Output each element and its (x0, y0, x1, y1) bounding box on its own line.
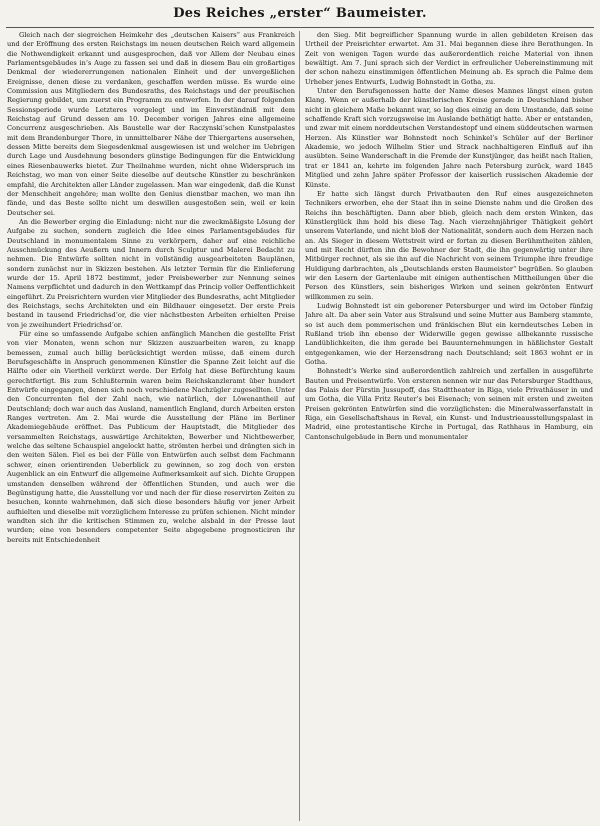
title-rule (6, 27, 594, 28)
column-divider (299, 31, 300, 821)
paragraph: den Sieg. Mit begreiflicher Spannung wurde in allen gebildeten Kreisen das Urtheil der Preisrichter erwartet. Am 31. Mai begannen diese ihre Berathungen. In Zeit von wenigen Tagen wurde das außerordentlich reiche Material von ihnen bewältigt. Am 7. Juni sprach sich der Verdict in erfreulicher Uebereinstimmung mit der schon nahezu einstimmigen öffentlichen Meinung ab. Es sprach die Palme dem Urheber jenes Entwurfs, Ludwig Bohnstedt in Gotha, zu. (305, 31, 593, 86)
paragraph: Unter den Berufsgenossen hatte der Name dieses Mannes längst einen guten Klang. Wenn er außerhalb der künstlerischen Kreise gerade in Deutschland bisher nicht in gleichem Maße bekannt war, so lag dies einzig an dem Umstande, daß seine schaffende Kraft sich vorzugsweise im Auslande bethätigt hatte. Aber er entstanden, und zwar mit einem norddeutschen Verstandestopf und einem süddeutschen warmen Herzen. Als Künstler war Bohnstedt noch Schinkel’s Schüler auf der Berliner Akademie, wo jedoch Wilhelm Stier und Strack nachhaltigeren Einfluß auf ihn ausübten. Seine Wanderschaft in die Fremde der Kunstjünger, das heißt nach Italien, trat er 1841 an, kehrte im folgenden Jahre nach Petersburg zurück, ward 1845 Mitglied und zehn Jahre später Professor der kaiserlich russischen Akademie der Künste. (305, 87, 593, 189)
paragraph: An die Bewerber erging die Einladung: nicht nur die zweckmäßigste Lösung der Aufgabe zu suchen, sondern zugleich die Idee eines Parlamentsgebäudes für Deutschland in monumentalem Sinne zu verkörpern, daher auf eine reichliche Ausschmückung des Aeußern und Innern durch Sculptur und Malerei Bedacht zu nehmen. Die Entwürfe sollten nicht in vollständig ausgearbeiteten Bauplänen, sondern zunächst nur in Skizzen bestehen. Als letzter Termin für die Einlieferung wurde der 15. April 1872 bestimmt, jeder Preisbewerber zur Nennung seines Namens verpflichtet und dadurch in den Wettkampf das Princip voller Oeffentlichkeit eingeführt. Zu Preisrichtern wurden vier Mitglieder des Bundesraths, acht Mitglieder des Reichstags, sechs Architekten und ein Bildhauer eingesetzt. Der erste Preis bestand in tausend Friedrichsd’or, die vier nächstbesten Arbeiten erhielten Preise von je zweihundert Friedrichsd’or. (7, 217, 295, 329)
article-title: Des Reiches „erster“ Baumeister. (173, 6, 427, 21)
paragraph: Er hatte sich längst durch Privatbauten den Ruf eines ausgezeichneten Technikers erworben, ehe der Staat ihn in seine Dienste nahm und die Großen des Reichs ihn beschäftigten. Dann aber blieb, gleich nach dem ersten Winken, das Künstlerglück ihm hold bis diese Tag. Nach vierzehnjähriger Thätigkeit gehört unserem Vaterlande, und nicht bloß der Nationalität, sondern auch dem Herzen nach an. Als Sieger in diesem Wettstreit wird er fortan zu diesen Berühmtheiten zählen, und mit Recht dürften ihn die Bewohner der Stadt, die ihn gegenwärtig unter ihre Mitbürger rechnet, als sie ihn auf die Nachricht von seinem Triumphe ihre freudige Huldigung darbrachten, als „Deutschlands ersten Baumeister“ begrüßen. So glauben wir den Lesern der Gartenlaube mit einigen authentischen Mittheilungen über die Person des Künstlers, sein bisheriges Wirken und seinen gekrönten Entwurf willkommen zu sein. (305, 189, 593, 301)
right-column (305, 31, 593, 821)
left-column (7, 31, 295, 821)
paragraph: Für eine so umfassende Aufgabe schien anfänglich Manchen die gestellte Frist von vier Monaten, wenn schon nur Skizzen auszuarbeiten waren, zu knapp bemessen, zumal auch billig berücksichtigt werden müsse, daß einem durch Berufsgeschäfte in Anspruch genommenen Künstler die Spanne Zeit leicht auf die Hälfte oder ein Viertheil verkürzt werde. Der Erfolg hat diese Befürchtung kaum gerechtfertigt. Bis zum Schlußtermin waren beim Reichskanzleramt über hundert Entwürfe eingegangen, denen sich noch verschiedene Nachzügler zugesellten. Unter den Concurrenten fiel der Zahl nach, wie natürlich, der Löwenantheil auf Deutschland; doch war auch das Ausland, namentlich England, durch Arbeiten ersten Ranges vertreten. Am 2. Mai wurde die Ausstellung der Pläne im Berliner Akademiegebäude eröffnet. Das Publicum der Hauptstadt, die Mitglieder des versammelten Reichstags, auswärtige Architekten, Bewerber und Nichtbewerber, welche das seltene Schauspiel angelockt hatte, strömten herbei und drängten sich in den weiten Sälen. Fiel es bei der Fülle von Entwürfen auch selbst dem Fachmann schwer, einen orientirenden Ueberblick zu gewinnen, so zog doch von ersten Augenblick an ein Entwurf die allgemeine Aufmerksamkeit auf sich. Dichte Gruppen umstanden denselben während der öffentlichen Stunden, und auch wer die Begünstigung hatte, die Ausstellung vor und nach der für diese reservirten Zeiten zu besuchen, konnte wahrnehmen, daß sich diese besonders häufig vor jener Arbeit aufhielten und dieselbe mit vorzüglichem Interesse zu prüfen schienen. Nicht minder wandten sich ihr die kritischen Stimmen zu, welche alsbald in der Presse laut wurden; eine von besonders competenter Seite abgegebene prognosticiren ihr bereits mit Entschiedenheit (7, 330, 295, 544)
paragraph: Ludwig Bohnstedt ist ein geborener Petersburger und wird im October fünfzig Jahre alt. Da aber sein Vater aus Stralsund und seine Mutter aus Bamberg stammte, so ist auch dem pommerischen und fränkischen Blut ein kerndeutsches Leben in Rußland trieb ihn ebenso der Widerwille gegen gewisse allbekannte russische Landüblichkeiten, die ihm gerade bei Bauunternehmungen in häßlichster Gestalt entgegenkamen, wie der Herzensdrang nach Deutschland; seit 1863 wohnt er in Gotha. (305, 301, 593, 367)
paragraph: Gleich nach der siegreichen Heimkehr des „deutschen Kaisers“ aus Frankreich und der Eröffnung des ersten Reichstags im neuen deutschen Reich ward allgemein die Nothwendigkeit erkannt und ausgesprochen, daß vor Allem der Neubau eines Parlamentsgebäudes in’s Auge zu fassen sei und daß in diesem Bau ein großartiges Denkmal der wiedererrungenen nationalen Einheit und der unvergeßlichen Ereignisse, denen diese zu verdanken, geschaffen werden müsse. Es wurde eine Commission aus Mitgliedern des Bundesraths, des Reichstags und der preußischen Regierung gebildet, um zuerst ein Programm zu entwerfen. In der darauf folgenden Sessionsperiode wurde Letzteres vorgelegt und im Einverständniß mit dem Reichstag auf Grund dessen am 10. December vorigen Jahres eine allgemeine Concurrenz ausgeschrieben. Als Baustelle war der Raczynski’schen Kunstpalastes mit dem Brandenburger Thore, in unmittelbarer Nähe der Thiergartens ausersehen, dessen Mitte bereits dem Siegesdenkmal ausgewiesen ist und welcher im Uebrigen durch Lage und Ausdehnung besonders günstige Bedingungen für die Entwicklung eines Riesenbauwerks bietet. Zur Theilnahme wurden, nicht ohne Widerspruch im Reichstag, wo man von einer Seite dieselbe auf deutsche Künstler zu beschränken empfahl, die Architekten aller Länder zugelassen. Man war eingedenk, daß die Kunst der Menschheit angehöre; man wollte den Genius dienstbar machen, wo man ihn fände, und das Beste sollte nicht um deswillen ausgestoßen sein, weil er kein Deutscher sei. (7, 31, 295, 217)
paragraph: Bohnstedt’s Werke sind außerordentlich zahlreich und zerfallen in ausgeführte Bauten und Preisentwürfe. Von ersteren nennen wir nur das Petersburger Stadthaus, das Palais der Fürstin Jussupoff, das Stadttheater in Riga, viele Privathäuser in und um Gotha, die Villa Fritz Reuter’s bei Eisenach; von seinen mit ersten und zweiten Preisen gekrönten Entwürfen sind die vorzüglichsten: die Mineralwasserfanstalt in Riga, ein Gesellschaftshaus in Reval, ein Kunst- und Industrieausstellungspalast in Madrid, eine protestantische Kirche in Portugal, das Rathhaus in Hamburg, ein Cantonschulgebäude in Bern und monumentaler (305, 367, 593, 441)
